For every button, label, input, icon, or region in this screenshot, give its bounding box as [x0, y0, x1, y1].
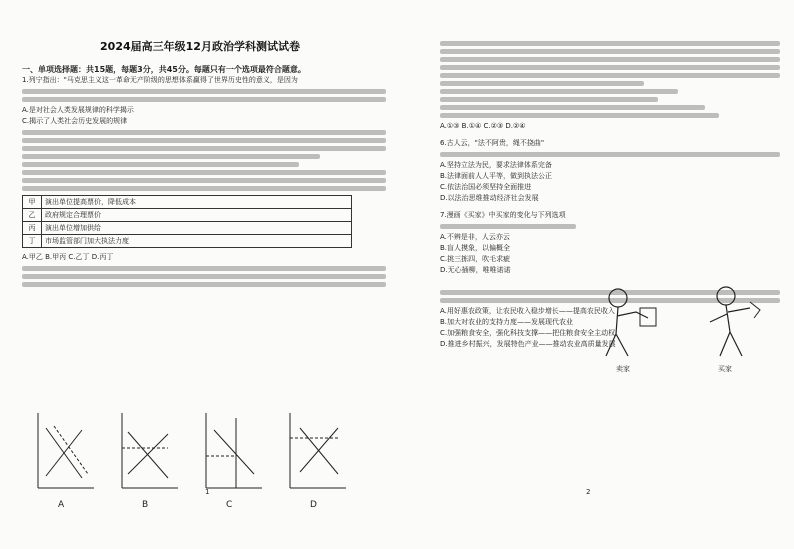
illegible-text	[440, 224, 576, 229]
choice-line: A.是对社会人类发展规律的科学揭示	[22, 106, 134, 114]
exam-title: 2024届高三年级12月政治学科测试试卷	[100, 40, 300, 53]
choice-line: A.不辨是非，人云亦云	[440, 233, 510, 241]
supply-demand-charts	[28, 408, 358, 538]
choice-line: A.甲乙 B.甲丙 C.乙丁 D.丙丁	[22, 253, 114, 261]
choice-line: C.加强粮食安全，强化科技支撑——把住粮食安全主动权	[440, 329, 616, 337]
chart-label: B	[142, 500, 149, 510]
figure-caption: 买家	[718, 365, 732, 373]
table-row	[23, 222, 352, 235]
illegible-text	[440, 57, 780, 62]
row-text: 政府规定合理票价	[42, 209, 352, 222]
row-text: 市场监管部门加大执法力度	[42, 235, 352, 248]
row-text: 演出单位提高票价，降低成本	[42, 196, 352, 209]
illegible-text	[22, 89, 386, 94]
page-number: 1	[205, 488, 210, 496]
illegible-text	[440, 73, 780, 78]
illegible-text	[440, 49, 780, 54]
illegible-text	[440, 89, 678, 94]
illegible-text	[440, 65, 780, 70]
illegible-text	[22, 162, 299, 167]
illegible-text	[440, 113, 719, 118]
choice-line: A.用好惠农政策，让农民收入稳步增长——提高农民收入	[440, 307, 615, 315]
question-line: 7.漫画《买家》中买家的变化与下列选项	[440, 211, 566, 219]
illegible-text	[440, 152, 780, 157]
choice-line: C.揭示了人类社会历史发展的规律	[22, 117, 128, 125]
chart-label: A	[58, 500, 65, 510]
buyer-figure	[690, 282, 780, 377]
illegible-text	[22, 266, 386, 271]
illegible-text	[440, 81, 644, 86]
question-line: 6.古人云，"法不阿贵，绳不挠曲"	[440, 139, 545, 147]
choice-line: A.①③ B.①④ C.②③ D.②④	[440, 122, 526, 130]
chart-d	[280, 408, 350, 528]
cartoon-figures	[588, 282, 788, 392]
figure-caption: 卖家	[616, 365, 630, 373]
row-key: 丙	[23, 222, 42, 235]
choice-line: B.加大对农业的支持力度——发展现代农业	[440, 318, 574, 326]
chart-b	[112, 408, 182, 528]
choice-line: D.推进乡村振兴，发展特色产业——推动农业高质量发展	[440, 340, 616, 348]
illegible-text	[22, 130, 386, 135]
choice-line: C.挑三拣四，吹毛求疵	[440, 255, 511, 263]
table-row	[23, 235, 352, 248]
row-key: 丁	[23, 235, 42, 248]
table-row	[23, 196, 352, 209]
choice-line: B.盲人摸象，以偏概全	[440, 244, 511, 252]
illegible-text	[22, 178, 386, 183]
illegible-text	[22, 138, 386, 143]
illegible-text	[440, 105, 705, 110]
chart-a	[28, 408, 98, 528]
question-line: 1.列宁指出："马克思主义这一革命无产阶级的思想体系赢得了世界历史性的意义，是因为	[22, 76, 298, 84]
chart-label: C	[226, 500, 233, 510]
table-row	[23, 209, 352, 222]
choice-line: A.坚持立法为民，要求法律体系完备	[440, 161, 552, 169]
seller-figure	[588, 282, 678, 377]
row-key: 乙	[23, 209, 42, 222]
choice-line: D.无心插柳，唯唯诺诺	[440, 266, 511, 274]
page-number: 2	[586, 488, 591, 496]
illegible-text	[22, 274, 386, 279]
illegible-text	[22, 146, 386, 151]
right-page	[400, 0, 794, 549]
chart-c	[196, 408, 266, 528]
row-key: 甲	[23, 196, 42, 209]
illegible-text	[440, 97, 658, 102]
q3-option-table	[22, 195, 352, 248]
illegible-text	[22, 154, 320, 159]
illegible-text	[22, 97, 386, 102]
section-heading: 一、单项选择题：共15题，每题3分，共45分。每题只有一个选项最符合题意。	[22, 65, 306, 74]
illegible-text	[22, 282, 386, 287]
row-text: 演出单位增加供给	[42, 222, 352, 235]
choice-line: B.法律面前人人平等，做到执法公正	[440, 172, 553, 180]
illegible-text	[440, 41, 780, 46]
illegible-text	[22, 170, 386, 175]
illegible-text	[22, 186, 386, 191]
choice-line: D.以法治思维推动经济社会发展	[440, 194, 539, 202]
choice-line: C.依法治国必须坚持全面推进	[440, 183, 532, 191]
chart-label: D	[310, 500, 317, 510]
